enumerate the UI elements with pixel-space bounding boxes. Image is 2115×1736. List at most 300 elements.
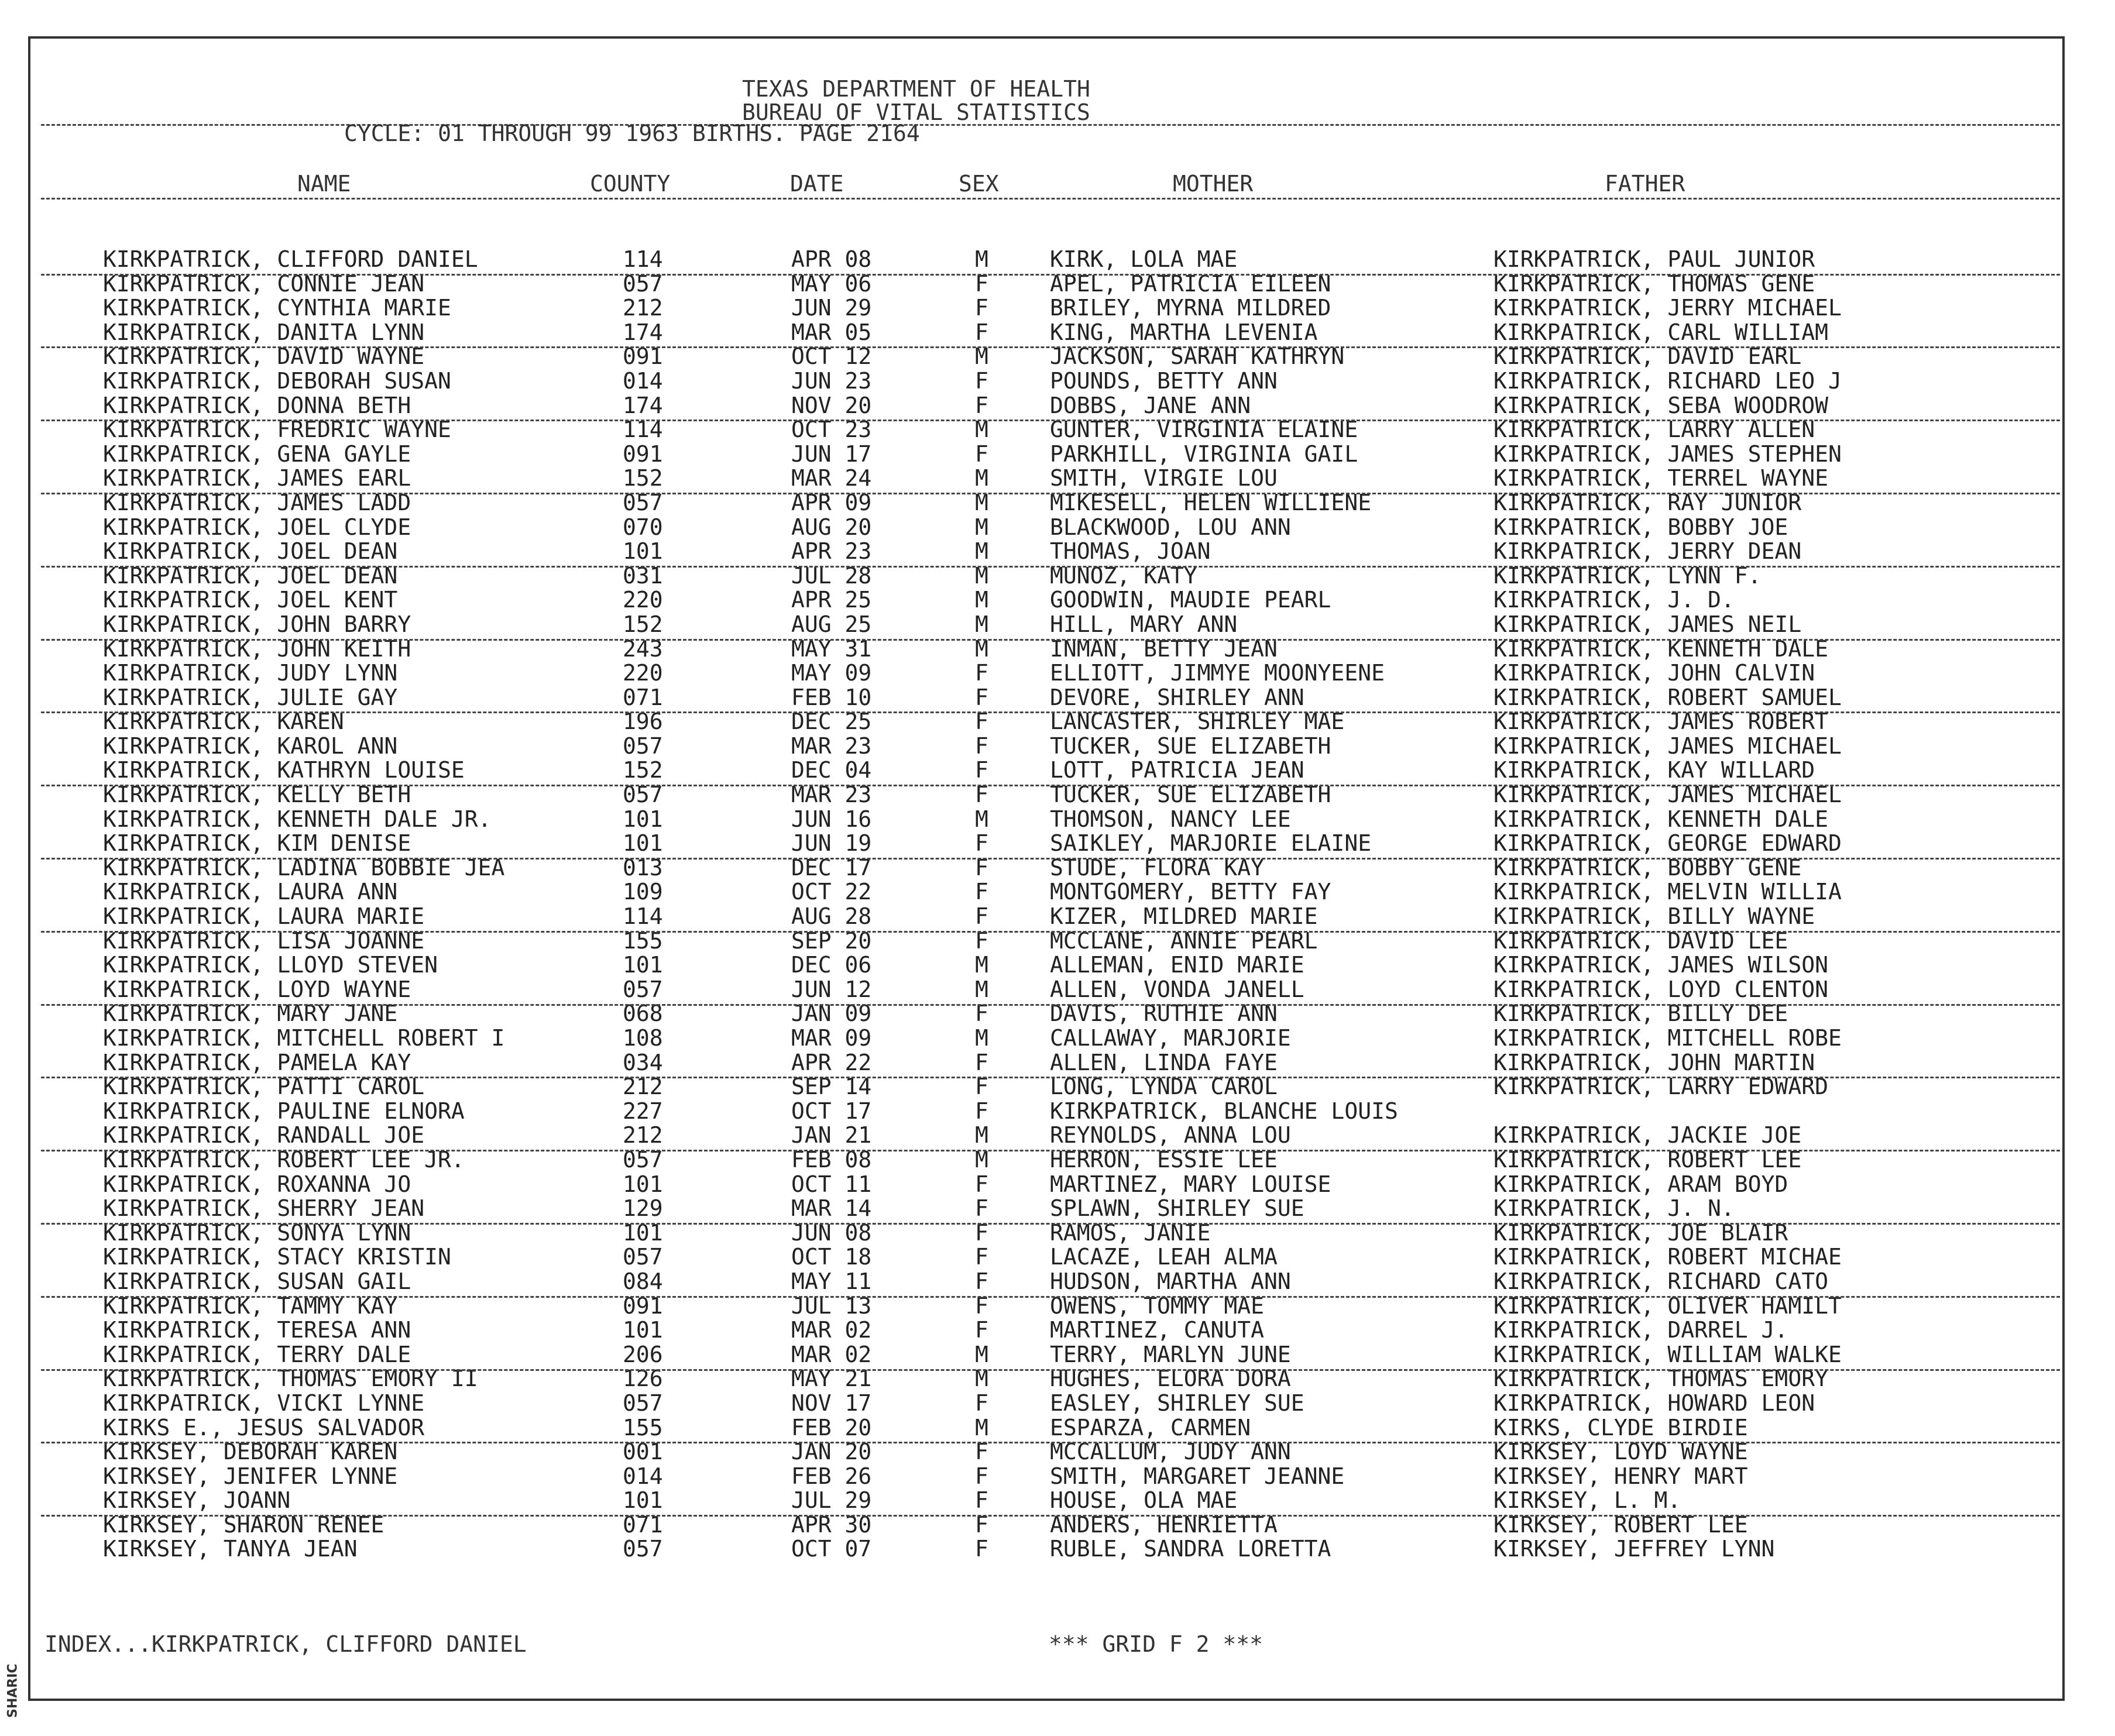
table-row	[0, 1196, 2115, 1221]
record-date: MAY 06	[791, 270, 872, 297]
record-mother: JACKSON, SARAH KATHRYN	[1050, 343, 1345, 370]
record-date: JUN 17	[791, 441, 872, 467]
record-sex: F	[975, 1049, 988, 1075]
record-date: MAY 11	[791, 1268, 872, 1294]
record-county: 057	[623, 270, 663, 297]
record-date: MAR 02	[791, 1341, 872, 1367]
record-date: JAN 20	[791, 1439, 872, 1465]
table-row	[0, 1318, 2115, 1342]
record-mother: MARTINEZ, CANUTA	[1050, 1317, 1265, 1343]
record-county: 212	[623, 295, 663, 321]
record-name: KIRKPATRICK, RANDALL JOE	[103, 1122, 425, 1149]
record-date: MAR 05	[791, 319, 872, 345]
record-father: KIRKPATRICK, RAY JUNIOR	[1493, 489, 1802, 515]
record-county: 031	[623, 562, 663, 589]
record-county: 057	[623, 1536, 663, 1562]
record-county: 057	[623, 1244, 663, 1270]
record-father: KIRKPATRICK, DARREL J.	[1493, 1317, 1788, 1343]
record-county: 108	[623, 1025, 663, 1051]
record-mother: PARKHILL, VIRGINIA GAIL	[1050, 441, 1358, 467]
record-county: 212	[623, 1122, 663, 1149]
record-father: KIRKPATRICK, ROBERT LEE	[1493, 1146, 1802, 1173]
record-county: 101	[623, 1219, 663, 1246]
record-sex: M	[975, 1414, 988, 1441]
record-date: APR 09	[791, 489, 872, 515]
record-name: KIRKPATRICK, LAURA MARIE	[103, 903, 425, 930]
record-name: KIRKPATRICK, ROXANNA JO	[103, 1171, 411, 1197]
record-father: KIRKPATRICK, LARRY EDWARD	[1493, 1074, 1828, 1100]
record-sex: F	[975, 709, 988, 735]
record-date: SEP 14	[791, 1074, 872, 1100]
record-mother: MONTGOMERY, BETTY FAY	[1050, 879, 1331, 905]
record-date: JUL 29	[791, 1487, 872, 1514]
record-county: 071	[623, 684, 663, 710]
record-mother: REYNOLDS, ANNA LOU	[1050, 1122, 1291, 1149]
record-date: JUN 19	[791, 830, 872, 857]
record-county: 057	[623, 489, 663, 515]
record-father: KIRKPATRICK, MITCHELL ROBE	[1493, 1025, 1842, 1051]
record-name: KIRKPATRICK, TERESA ANN	[103, 1317, 411, 1343]
header-agency: TEXAS DEPARTMENT OF HEALTH	[742, 76, 1090, 102]
record-sex: F	[975, 660, 988, 686]
record-name: KIRKPATRICK, JULIE GAY	[103, 684, 398, 710]
record-date: AUG 28	[791, 903, 872, 930]
record-date: MAR 23	[791, 733, 872, 759]
record-mother: APEL, PATRICIA EILEEN	[1050, 270, 1331, 297]
record-father: KIRKPATRICK, LOYD CLENTON	[1493, 976, 1828, 1002]
record-county: 014	[623, 367, 663, 394]
record-mother: ELLIOTT, JIMMYE MOONYEENE	[1050, 660, 1385, 686]
record-name: KIRKPATRICK, TAMMY KAY	[103, 1292, 398, 1319]
table-row	[0, 515, 2115, 539]
divider	[41, 1442, 2060, 1443]
record-county: 101	[623, 1317, 663, 1343]
record-county: 101	[623, 806, 663, 832]
record-mother: HILL, MARY ANN	[1050, 611, 1238, 637]
record-date: DEC 25	[791, 709, 872, 735]
record-father: KIRKS, CLYDE BIRDIE	[1493, 1414, 1748, 1441]
table-row	[0, 587, 2115, 612]
record-mother: POUNDS, BETTY ANN	[1050, 367, 1278, 394]
record-father: KIRKPATRICK, JAMES WILSON	[1493, 952, 1828, 978]
record-father: KIRKPATRICK, PAUL JUNIOR	[1493, 246, 1815, 272]
record-mother: ANDERS, HENRIETTA	[1050, 1511, 1278, 1538]
record-date: SEP 20	[791, 927, 872, 954]
record-name: KIRKPATRICK, JOHN BARRY	[103, 611, 411, 637]
record-date: OCT 17	[791, 1098, 872, 1124]
record-father: KIRKPATRICK, GEORGE EDWARD	[1493, 830, 1842, 857]
record-name: KIRKPATRICK, STACY KRISTIN	[103, 1244, 451, 1270]
record-father: KIRKPATRICK, DAVID LEE	[1493, 927, 1788, 954]
record-name: KIRKPATRICK, FREDRIC WAYNE	[103, 417, 451, 443]
record-name: KIRKSEY, SHARON RENEE	[103, 1511, 384, 1538]
record-mother: MUNOZ, KATY	[1050, 562, 1197, 589]
record-sex: F	[975, 270, 988, 297]
record-county: 057	[623, 976, 663, 1002]
record-county: 155	[623, 927, 663, 954]
table-row	[0, 369, 2115, 393]
record-mother: EASLEY, SHIRLEY SUE	[1050, 1390, 1304, 1416]
table-row	[0, 953, 2115, 977]
record-date: OCT 23	[791, 417, 872, 443]
table-row	[0, 393, 2115, 418]
record-father: KIRKPATRICK, JOHN MARTIN	[1493, 1049, 1815, 1075]
record-date: AUG 25	[791, 611, 872, 637]
table-row	[0, 879, 2115, 904]
table-row	[0, 758, 2115, 782]
record-date: JUN 29	[791, 295, 872, 321]
record-name: KIRKPATRICK, THOMAS EMORY II	[103, 1366, 478, 1392]
record-name: KIRKPATRICK, GENA GAYLE	[103, 441, 411, 467]
divider	[41, 566, 2060, 568]
record-county: 091	[623, 343, 663, 370]
record-date: OCT 07	[791, 1536, 872, 1562]
table-row	[0, 247, 2115, 271]
record-date: FEB 26	[791, 1463, 872, 1489]
record-date: MAY 31	[791, 635, 872, 662]
table-row	[0, 661, 2115, 685]
record-name: KIRKPATRICK, SHERRY JEAN	[103, 1195, 425, 1222]
record-sex: F	[975, 392, 988, 418]
record-mother: HOUSE, OLA MAE	[1050, 1487, 1238, 1514]
record-county: 101	[623, 952, 663, 978]
record-father: KIRKPATRICK, KENNETH DALE	[1493, 635, 1828, 662]
record-county: 114	[623, 903, 663, 930]
record-name: KIRKPATRICK, MITCHELL ROBERT I	[103, 1025, 505, 1051]
record-county: 114	[623, 246, 663, 272]
record-name: KIRKPATRICK, DEBORAH SUSAN	[103, 367, 451, 394]
record-mother: SPLAWN, SHIRLEY SUE	[1050, 1195, 1304, 1222]
record-father: KIRKPATRICK, ROBERT MICHAE	[1493, 1244, 1842, 1270]
cycle-info: CYCLE: 01 THROUGH 99 1963 BIRTHS. PAGE 2164	[344, 121, 920, 146]
table-row	[0, 1099, 2115, 1123]
record-sex: M	[975, 417, 988, 443]
record-sex: F	[975, 1487, 988, 1514]
record-sex: M	[975, 514, 988, 540]
divider	[41, 346, 2060, 348]
record-county: 126	[623, 1366, 663, 1392]
divider	[41, 1077, 2060, 1078]
record-name: KIRKPATRICK, KATHRYN LOUISE	[103, 757, 465, 783]
record-name: KIRKPATRICK, LOYD WAYNE	[103, 976, 411, 1002]
table-row	[0, 1026, 2115, 1050]
table-row	[0, 1123, 2115, 1147]
grid-marker: *** GRID F 2 ***	[1049, 1631, 1263, 1657]
record-mother: INMAN, BETTY JEAN	[1050, 635, 1278, 662]
record-county: 101	[623, 1171, 663, 1197]
record-name: KIRKPATRICK, LADINA BOBBIE JEA	[103, 854, 505, 881]
record-mother: TUCKER, SUE ELIZABETH	[1050, 733, 1331, 759]
record-sex: F	[975, 1268, 988, 1294]
record-father: KIRKPATRICK, KENNETH DALE	[1493, 806, 1828, 832]
record-father: KIRKPATRICK, OLIVER HAMILT	[1493, 1292, 1842, 1319]
table-row	[0, 295, 2115, 320]
record-name: KIRKPATRICK, JOEL DEAN	[103, 562, 398, 589]
record-date: OCT 18	[791, 1244, 872, 1270]
record-mother: HUDSON, MARTHA ANN	[1050, 1268, 1291, 1294]
record-name: KIRKPATRICK, SONYA LYNN	[103, 1219, 411, 1246]
record-date: MAR 23	[791, 782, 872, 808]
record-sex: M	[975, 562, 988, 589]
record-sex: M	[975, 1366, 988, 1392]
record-father: KIRKPATRICK, THOMAS GENE	[1493, 270, 1815, 297]
record-sex: M	[975, 635, 988, 662]
record-county: 152	[623, 611, 663, 637]
record-mother: LANCASTER, SHIRLEY MAE	[1050, 709, 1345, 735]
record-county: 196	[623, 709, 663, 735]
record-county: 152	[623, 465, 663, 491]
record-sex: F	[975, 757, 988, 783]
record-father: KIRKPATRICK, MELVIN WILLIA	[1493, 879, 1842, 905]
record-mother: GOODWIN, MAUDIE PEARL	[1050, 587, 1331, 613]
header-bureau: BUREAU OF VITAL STATISTICS	[742, 99, 1090, 125]
table-row	[0, 831, 2115, 855]
record-sex: M	[975, 587, 988, 613]
record-name: KIRKPATRICK, DAVID WAYNE	[103, 343, 425, 370]
record-father: KIRKPATRICK, JAMES NEIL	[1493, 611, 1802, 637]
record-mother: MCCLANE, ANNIE PEARL	[1050, 927, 1318, 954]
table-row	[0, 807, 2115, 831]
record-father: KIRKPATRICK, BILLY WAYNE	[1493, 903, 1815, 930]
record-father: KIRKPATRICK, JOHN CALVIN	[1493, 660, 1815, 686]
record-county: 013	[623, 854, 663, 881]
record-mother: BLACKWOOD, LOU ANN	[1050, 514, 1291, 540]
record-sex: M	[975, 465, 988, 491]
record-sex: F	[975, 903, 988, 930]
record-date: JAN 09	[791, 1001, 872, 1027]
record-father: KIRKPATRICK, JAMES MICHAEL	[1493, 782, 1842, 808]
record-name: KIRKPATRICK, DONNA BETH	[103, 392, 411, 418]
record-date: OCT 22	[791, 879, 872, 905]
record-county: 109	[623, 879, 663, 905]
table-row	[0, 466, 2115, 490]
record-sex: F	[975, 1439, 988, 1465]
record-mother: STUDE, FLORA KAY	[1050, 854, 1265, 881]
divider	[41, 711, 2060, 713]
record-county: 227	[623, 1098, 663, 1124]
record-sex: M	[975, 976, 988, 1002]
record-sex: M	[975, 1025, 988, 1051]
record-father: KIRKPATRICK, DAVID EARL	[1493, 343, 1802, 370]
record-county: 206	[623, 1341, 663, 1367]
record-father: KIRKSEY, LOYD WAYNE	[1493, 1439, 1748, 1465]
record-name: KIRKPATRICK, ROBERT LEE JR.	[103, 1146, 465, 1173]
record-sex: F	[975, 1244, 988, 1270]
record-county: 034	[623, 1049, 663, 1075]
record-mother: RUBLE, SANDRA LORETTA	[1050, 1536, 1331, 1562]
record-mother: LOTT, PATRICIA JEAN	[1050, 757, 1304, 783]
record-mother: GUNTER, VIRGINIA ELAINE	[1050, 417, 1358, 443]
divider	[41, 1150, 2060, 1151]
record-mother: CALLAWAY, MARJORIE	[1050, 1025, 1291, 1051]
record-county: 220	[623, 660, 663, 686]
record-name: KIRKPATRICK, CYNTHIA MARIE	[103, 295, 451, 321]
record-sex: F	[975, 1171, 988, 1197]
record-date: JAN 21	[791, 1122, 872, 1149]
record-sex: F	[975, 441, 988, 467]
record-sex: F	[975, 319, 988, 345]
record-name: KIRKSEY, DEBORAH KAREN	[103, 1439, 398, 1465]
record-date: OCT 11	[791, 1171, 872, 1197]
record-sex: M	[975, 538, 988, 565]
record-date: DEC 17	[791, 854, 872, 881]
divider	[41, 1004, 2060, 1006]
record-father: KIRKPATRICK, RICHARD CATO	[1493, 1268, 1828, 1294]
record-mother: TERRY, MARLYN JUNE	[1050, 1341, 1291, 1367]
record-father: KIRKSEY, L. M.	[1493, 1487, 1681, 1514]
record-sex: M	[975, 806, 988, 832]
record-sex: F	[975, 879, 988, 905]
record-sex: F	[975, 1317, 988, 1343]
column-header-father: FATHER	[1605, 171, 1685, 197]
record-sex: M	[975, 246, 988, 272]
record-name: KIRKPATRICK, DANITA LYNN	[103, 319, 425, 345]
table-row	[0, 904, 2115, 929]
record-date: MAR 14	[791, 1195, 872, 1222]
record-name: KIRKPATRICK, PATTI CAROL	[103, 1074, 425, 1100]
record-mother: KING, MARTHA LEVENIA	[1050, 319, 1318, 345]
record-date: JUN 16	[791, 806, 872, 832]
record-date: NOV 20	[791, 392, 872, 418]
table-row	[0, 1342, 2115, 1367]
record-date: DEC 06	[791, 952, 872, 978]
record-father: KIRKPATRICK, TERREL WAYNE	[1493, 465, 1828, 491]
record-sex: F	[975, 1536, 988, 1562]
record-mother: DEVORE, SHIRLEY ANN	[1050, 684, 1304, 710]
record-father: KIRKSEY, JEFFREY LYNN	[1493, 1536, 1775, 1562]
record-date: DEC 04	[791, 757, 872, 783]
record-date: MAR 24	[791, 465, 872, 491]
table-row	[0, 1488, 2115, 1512]
record-date: JUN 08	[791, 1219, 872, 1246]
record-sex: F	[975, 684, 988, 710]
record-mother: KIZER, MILDRED MARIE	[1050, 903, 1318, 930]
record-sex: M	[975, 343, 988, 370]
record-mother: ALLEN, VONDA JANELL	[1050, 976, 1304, 1002]
record-county: 091	[623, 1292, 663, 1319]
record-name: KIRKPATRICK, SUSAN GAIL	[103, 1268, 411, 1294]
record-name: KIRKPATRICK, JOHN KEITH	[103, 635, 411, 662]
record-name: KIRKPATRICK, JOEL CLYDE	[103, 514, 411, 540]
record-name: KIRKS E., JESUS SALVADOR	[103, 1414, 425, 1441]
record-mother: SAIKLEY, MARJORIE ELAINE	[1050, 830, 1372, 857]
record-mother: DOBBS, JANE ANN	[1050, 392, 1251, 418]
record-date: APR 25	[791, 587, 872, 613]
record-father: KIRKPATRICK, BOBBY GENE	[1493, 854, 1802, 881]
record-mother: MARTINEZ, MARY LOUISE	[1050, 1171, 1331, 1197]
record-county: 152	[623, 757, 663, 783]
table-row	[0, 612, 2115, 637]
record-sex: M	[975, 611, 988, 637]
divider	[41, 198, 2060, 200]
record-sex: M	[975, 1122, 988, 1149]
record-name: KIRKPATRICK, LAURA ANN	[103, 879, 398, 905]
record-mother: DAVIS, RUTHIE ANN	[1050, 1001, 1278, 1027]
record-sex: F	[975, 733, 988, 759]
table-row	[0, 442, 2115, 466]
record-name: KIRKPATRICK, VICKI LYNNE	[103, 1390, 425, 1416]
record-father: KIRKSEY, HENRY MART	[1493, 1463, 1748, 1489]
record-father: KIRKPATRICK, J. N.	[1493, 1195, 1735, 1222]
record-name: KIRKPATRICK, TERRY DALE	[103, 1341, 411, 1367]
record-sex: F	[975, 1098, 988, 1124]
record-father: KIRKPATRICK, BOBBY JOE	[1493, 514, 1788, 540]
divider	[41, 1369, 2060, 1371]
record-mother: MCCALLUM, JUDY ANN	[1050, 1439, 1291, 1465]
table-row	[0, 977, 2115, 1002]
record-father: KIRKSEY, ROBERT LEE	[1493, 1511, 1748, 1538]
record-mother: OWENS, TOMMY MAE	[1050, 1292, 1265, 1319]
record-mother: RAMOS, JANIE	[1050, 1219, 1211, 1246]
record-father: KIRKPATRICK, CARL WILLIAM	[1493, 319, 1828, 345]
column-header-mother: MOTHER	[1173, 171, 1254, 197]
record-date: APR 08	[791, 246, 872, 272]
record-father: KIRKPATRICK, ARAM BOYD	[1493, 1171, 1788, 1197]
column-header-county: COUNTY	[590, 171, 671, 197]
record-mother: LONG, LYNDA CAROL	[1050, 1074, 1278, 1100]
record-county: 057	[623, 782, 663, 808]
table-row	[0, 1050, 2115, 1075]
record-father: KIRKPATRICK, BILLY DEE	[1493, 1001, 1788, 1027]
record-father: KIRKPATRICK, JOE BLAIR	[1493, 1219, 1788, 1246]
record-date: JUN 12	[791, 976, 872, 1002]
record-sex: M	[975, 1146, 988, 1173]
record-sex: F	[975, 782, 988, 808]
record-county: 174	[623, 392, 663, 418]
record-father: KIRKPATRICK, SEBA WOODROW	[1493, 392, 1828, 418]
record-date: JUN 23	[791, 367, 872, 394]
table-row	[0, 734, 2115, 758]
record-county: 101	[623, 830, 663, 857]
table-row	[0, 1415, 2115, 1440]
record-father: KIRKPATRICK, THOMAS EMORY	[1493, 1366, 1828, 1392]
record-sex: F	[975, 1074, 988, 1100]
record-mother: SMITH, MARGARET JEANNE	[1050, 1463, 1345, 1489]
record-father: KIRKPATRICK, JACKIE JOE	[1493, 1122, 1802, 1149]
record-county: 071	[623, 1511, 663, 1538]
table-row	[0, 1172, 2115, 1197]
record-county: 001	[623, 1439, 663, 1465]
record-date: APR 22	[791, 1049, 872, 1075]
record-name: KIRKPATRICK, KENNETH DALE JR.	[103, 806, 492, 832]
record-sex: F	[975, 1001, 988, 1027]
divider	[41, 785, 2060, 786]
record-mother: LACAZE, LEAH ALMA	[1050, 1244, 1278, 1270]
record-name: KIRKSEY, TANYA JEAN	[103, 1536, 358, 1562]
divider	[41, 274, 2060, 276]
record-name: KIRKPATRICK, JAMES LADD	[103, 489, 411, 515]
table-row	[0, 685, 2115, 710]
record-mother: HERRON, ESSIE LEE	[1050, 1146, 1278, 1173]
record-county: 057	[623, 733, 663, 759]
record-mother: TUCKER, SUE ELIZABETH	[1050, 782, 1331, 808]
record-date: OCT 12	[791, 343, 872, 370]
record-name: KIRKPATRICK, KAROL ANN	[103, 733, 398, 759]
record-sex: M	[975, 489, 988, 515]
record-mother: THOMSON, NANCY LEE	[1050, 806, 1291, 832]
divider	[41, 639, 2060, 641]
table-row	[0, 1464, 2115, 1489]
record-county: 101	[623, 538, 663, 565]
record-father: KIRKPATRICK, J. D.	[1493, 587, 1735, 613]
record-father: KIRKPATRICK, LYNN F.	[1493, 562, 1762, 589]
record-date: MAY 21	[791, 1366, 872, 1392]
record-sex: F	[975, 1463, 988, 1489]
record-date: MAY 09	[791, 660, 872, 686]
record-father: KIRKPATRICK, KAY WILLARD	[1493, 757, 1815, 783]
table-row	[0, 1269, 2115, 1294]
record-mother: THOMAS, JOAN	[1050, 538, 1211, 565]
